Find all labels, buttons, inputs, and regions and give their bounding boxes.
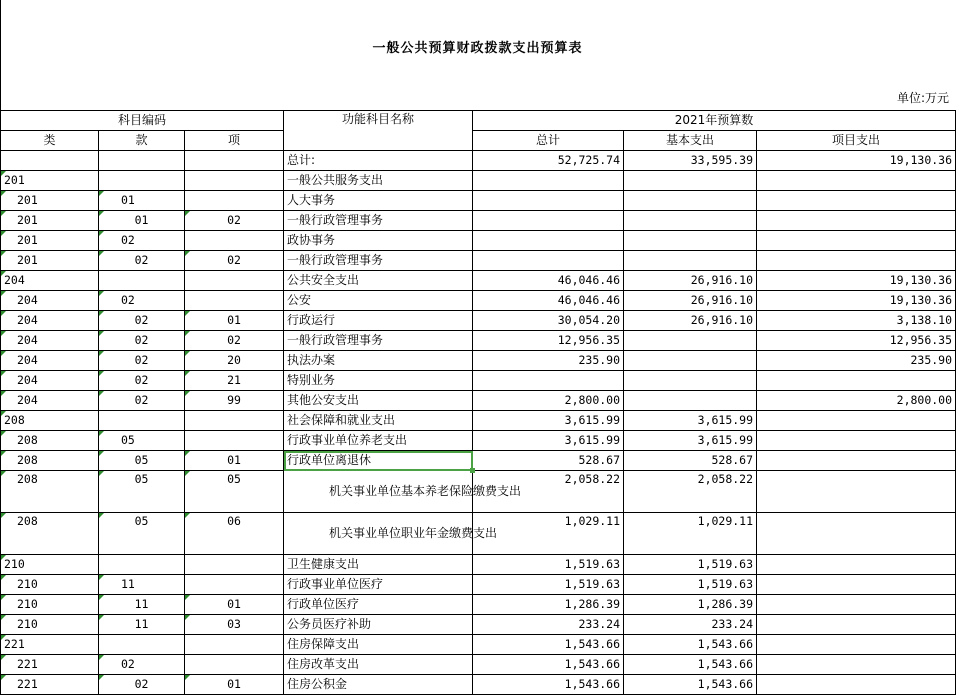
cell-lei[interactable]: 208 (1, 513, 99, 555)
header-xiang[interactable]: 项 (185, 131, 284, 151)
cell-project[interactable] (757, 675, 956, 695)
cell-xiang[interactable] (185, 431, 284, 451)
cell-lei[interactable]: 208 (1, 451, 99, 471)
cell-function-name[interactable]: 一般行政管理事务 (284, 331, 473, 351)
cell-project[interactable] (757, 575, 956, 595)
cell-kuan[interactable] (99, 151, 185, 171)
cell-function-name[interactable]: 卫生健康支出 (284, 555, 473, 575)
cell-xiang[interactable] (185, 191, 284, 211)
header-row-1 (1, 111, 956, 131)
cell-project[interactable] (757, 635, 956, 655)
table-row (1, 171, 956, 191)
cell-basic[interactable] (624, 251, 757, 271)
cell-function-name[interactable]: 行政运行 (284, 311, 473, 331)
cell-total[interactable]: 30,054.20 (473, 311, 624, 331)
cell-project[interactable]: 12,956.35 (757, 331, 956, 351)
cell-kuan[interactable]: 02 (99, 391, 185, 411)
total-label[interactable]: 总计: (284, 151, 473, 171)
cell-lei[interactable]: 201 (1, 251, 99, 271)
table-row (1, 371, 956, 391)
cell-basic[interactable]: 528.67 (624, 451, 757, 471)
cell-total[interactable]: 1,543.66 (473, 655, 624, 675)
cell-lei[interactable]: 208 (1, 471, 99, 513)
table-row (1, 251, 956, 271)
cell-xiang[interactable]: 01 (185, 311, 284, 331)
cell-xiang[interactable] (185, 171, 284, 191)
cell-kuan[interactable]: 01 (99, 191, 185, 211)
cell-project[interactable]: 19,130.36 (757, 291, 956, 311)
total-total[interactable]: 52,725.74 (473, 151, 624, 171)
cell-function-name[interactable]: 公共安全支出 (284, 271, 473, 291)
cell-kuan[interactable]: 02 (99, 231, 185, 251)
cell-total[interactable] (473, 231, 624, 251)
cell-total[interactable]: 1,519.63 (473, 575, 624, 595)
cell-function-name[interactable]: 公务员医疗补助 (284, 615, 473, 635)
cell-xiang[interactable]: 06 (185, 513, 284, 555)
cell-kuan[interactable] (99, 271, 185, 291)
total-basic[interactable]: 33,595.39 (624, 151, 757, 171)
cell-xiang[interactable]: 01 (185, 675, 284, 695)
cell-xiang[interactable]: 01 (185, 451, 284, 471)
cell-kuan[interactable]: 05 (99, 451, 185, 471)
cell-xiang[interactable] (185, 655, 284, 675)
cell-basic[interactable]: 1,519.63 (624, 555, 757, 575)
cell-function-name[interactable]: 社会保障和就业支出 (284, 411, 473, 431)
table-row (1, 451, 956, 471)
cell-basic[interactable]: 1,029.11 (624, 513, 757, 555)
cell-kuan[interactable]: 11 (99, 575, 185, 595)
cell-basic[interactable]: 1,519.63 (624, 575, 757, 595)
cell-kuan[interactable]: 02 (99, 655, 185, 675)
cell-project[interactable] (757, 555, 956, 575)
cell-basic[interactable] (624, 231, 757, 251)
cell-kuan[interactable]: 05 (99, 431, 185, 451)
cell-xiang[interactable]: 05 (185, 471, 284, 513)
cell-kuan[interactable]: 02 (99, 291, 185, 311)
table-row (1, 271, 956, 291)
cell-xiang[interactable] (185, 151, 284, 171)
table-row (1, 595, 956, 615)
cell-kuan[interactable]: 02 (99, 251, 185, 271)
cell-lei[interactable]: 204 (1, 371, 99, 391)
cell-total[interactable]: 1,286.39 (473, 595, 624, 615)
header-lei[interactable]: 类 (1, 131, 99, 151)
cell-project[interactable] (757, 171, 956, 191)
cell-total[interactable] (473, 371, 624, 391)
header-kuan[interactable]: 款 (99, 131, 185, 151)
cell-lei[interactable]: 210 (1, 575, 99, 595)
cell-lei[interactable]: 208 (1, 411, 99, 431)
cell-total[interactable]: 12,956.35 (473, 331, 624, 351)
cell-lei[interactable]: 201 (1, 191, 99, 211)
cell-project[interactable]: 3,138.10 (757, 311, 956, 331)
cell-function-name[interactable]: 机关事业单位职业年金缴费支出 (284, 513, 473, 555)
cell-basic[interactable]: 3,615.99 (624, 431, 757, 451)
table-row (1, 655, 956, 675)
table-row (1, 351, 956, 371)
cell-function-name[interactable]: 机关事业单位基本养老保险缴费支出 (284, 471, 473, 513)
cell-lei[interactable]: 221 (1, 635, 99, 655)
table-row (1, 555, 956, 575)
cell-project[interactable] (757, 471, 956, 513)
cell-basic[interactable] (624, 351, 757, 371)
table-row (1, 191, 956, 211)
cell-project[interactable] (757, 231, 956, 251)
header-code-group[interactable]: 科目编码 (1, 111, 284, 131)
total-project[interactable]: 19,130.36 (757, 151, 956, 171)
cell-kuan[interactable]: 11 (99, 595, 185, 615)
cell-function-name[interactable]: 人大事务 (284, 191, 473, 211)
cell-total[interactable] (473, 251, 624, 271)
cell-total[interactable] (473, 191, 624, 211)
cell-function-name[interactable]: 其他公安支出 (284, 391, 473, 411)
header-name[interactable]: 功能科目名称 (284, 111, 473, 151)
cell-xiang[interactable]: 03 (185, 615, 284, 635)
cell-xiang[interactable] (185, 555, 284, 575)
table-row (1, 391, 956, 411)
cell-total[interactable]: 1,519.63 (473, 555, 624, 575)
cell-lei[interactable]: 201 (1, 211, 99, 231)
cell-total[interactable]: 1,543.66 (473, 635, 624, 655)
cell-xiang[interactable]: 99 (185, 391, 284, 411)
cell-lei[interactable]: 204 (1, 391, 99, 411)
cell-project[interactable]: 235.90 (757, 351, 956, 371)
cell-lei[interactable] (1, 151, 99, 171)
cell-total[interactable]: 528.67 (473, 451, 624, 471)
cell-function-name[interactable]: 行政单位医疗 (284, 595, 473, 615)
table-row (1, 311, 956, 331)
cell-total[interactable]: 2,800.00 (473, 391, 624, 411)
cell-kuan[interactable]: 02 (99, 331, 185, 351)
cell-kuan[interactable]: 02 (99, 371, 185, 391)
cell-project[interactable] (757, 251, 956, 271)
cell-project[interactable] (757, 211, 956, 231)
cell-function-name[interactable]: 行政事业单位养老支出 (284, 431, 473, 451)
cell-xiang[interactable] (185, 635, 284, 655)
table-row (1, 575, 956, 595)
cell-basic[interactable] (624, 211, 757, 231)
header-row-2 (1, 131, 956, 151)
cell-lei[interactable]: 221 (1, 655, 99, 675)
cell-function-name[interactable]: 执法办案 (284, 351, 473, 371)
cell-project[interactable] (757, 191, 956, 211)
cell-kuan[interactable]: 11 (99, 615, 185, 635)
unit-label: 单位:万元 (896, 91, 949, 105)
table-row (1, 675, 956, 695)
cell-xiang[interactable] (185, 291, 284, 311)
cell-basic[interactable]: 26,916.10 (624, 291, 757, 311)
cell-kuan[interactable]: 02 (99, 675, 185, 695)
cell-lei[interactable]: 210 (1, 555, 99, 575)
cell-total[interactable]: 2,058.22 (473, 471, 624, 513)
cell-xiang[interactable]: 20 (185, 351, 284, 371)
cell-basic[interactable] (624, 371, 757, 391)
cell-total[interactable]: 235.90 (473, 351, 624, 371)
header-basic[interactable]: 基本支出 (624, 131, 757, 151)
cell-function-name[interactable]: 住房保障支出 (284, 635, 473, 655)
cell-kuan[interactable] (99, 411, 185, 431)
cell-total[interactable]: 46,046.46 (473, 291, 624, 311)
cell-xiang[interactable]: 01 (185, 595, 284, 615)
cell-project[interactable] (757, 615, 956, 635)
cell-xiang[interactable]: 02 (185, 251, 284, 271)
header-total[interactable]: 总计 (473, 131, 624, 151)
cell-basic[interactable] (624, 191, 757, 211)
table-row (1, 431, 956, 451)
cell-lei[interactable]: 210 (1, 615, 99, 635)
cell-basic[interactable]: 1,543.66 (624, 675, 757, 695)
cell-total[interactable]: 46,046.46 (473, 271, 624, 291)
cell-basic[interactable]: 26,916.10 (624, 311, 757, 331)
cell-function-name[interactable]: 公安 (284, 291, 473, 311)
cell-basic[interactable] (624, 331, 757, 351)
cell-kuan[interactable]: 01 (99, 211, 185, 231)
cell-basic[interactable]: 233.24 (624, 615, 757, 635)
cell-kuan[interactable] (99, 171, 185, 191)
budget-table (0, 110, 956, 695)
cell-function-name[interactable]: 特别业务 (284, 371, 473, 391)
cell-kuan[interactable]: 02 (99, 311, 185, 331)
cell-kuan[interactable]: 05 (99, 513, 185, 555)
table-row (1, 471, 956, 513)
table-row (1, 291, 956, 311)
cell-basic[interactable]: 2,058.22 (624, 471, 757, 513)
cell-function-name[interactable]: 行政事业单位医疗 (284, 575, 473, 595)
cell-project[interactable] (757, 451, 956, 471)
cell-lei[interactable]: 221 (1, 675, 99, 695)
cell-project[interactable] (757, 411, 956, 431)
cell-xiang[interactable] (185, 271, 284, 291)
cell-function-name[interactable]: 住房公积金 (284, 675, 473, 695)
cell-lei[interactable]: 204 (1, 271, 99, 291)
cell-lei[interactable]: 204 (1, 351, 99, 371)
table-row (1, 513, 956, 555)
cell-basic[interactable]: 1,543.66 (624, 655, 757, 675)
cell-project[interactable]: 19,130.36 (757, 271, 956, 291)
cell-xiang[interactable]: 02 (185, 211, 284, 231)
cell-total[interactable] (473, 171, 624, 191)
cell-kuan[interactable] (99, 635, 185, 655)
cell-kuan[interactable]: 02 (99, 351, 185, 371)
cell-project[interactable] (757, 431, 956, 451)
cell-total[interactable]: 233.24 (473, 615, 624, 635)
cell-total[interactable]: 3,615.99 (473, 431, 624, 451)
cell-function-name[interactable]: 政协事务 (284, 231, 473, 251)
cell-xiang[interactable]: 02 (185, 331, 284, 351)
table-row (1, 331, 956, 351)
cell-function-name[interactable]: 行政单位离退休 (284, 451, 473, 471)
cell-lei[interactable]: 204 (1, 311, 99, 331)
cell-total[interactable]: 3,615.99 (473, 411, 624, 431)
cell-lei[interactable]: 201 (1, 231, 99, 251)
cell-function-name[interactable]: 一般公共服务支出 (284, 171, 473, 191)
cell-function-name[interactable]: 住房改革支出 (284, 655, 473, 675)
total-row (1, 151, 956, 171)
cell-lei[interactable]: 204 (1, 331, 99, 351)
table-row (1, 211, 956, 231)
cell-project[interactable] (757, 595, 956, 615)
cell-project[interactable] (757, 655, 956, 675)
cell-basic[interactable] (624, 391, 757, 411)
cell-project[interactable] (757, 513, 956, 555)
cell-lei[interactable]: 208 (1, 431, 99, 451)
cell-function-name[interactable]: 一般行政管理事务 (284, 251, 473, 271)
table-row (1, 635, 956, 655)
cell-basic[interactable]: 1,543.66 (624, 635, 757, 655)
header-budget-group[interactable]: 2021年预算数 (473, 111, 956, 131)
cell-xiang[interactable] (185, 575, 284, 595)
table-row (1, 411, 956, 431)
cell-xiang[interactable] (185, 411, 284, 431)
cell-lei[interactable]: 204 (1, 291, 99, 311)
table-row (1, 231, 956, 251)
cell-total[interactable] (473, 211, 624, 231)
cell-lei[interactable]: 201 (1, 171, 99, 191)
cell-function-name[interactable]: 一般行政管理事务 (284, 211, 473, 231)
cell-basic[interactable] (624, 171, 757, 191)
cell-kuan[interactable]: 05 (99, 471, 185, 513)
header-project[interactable]: 项目支出 (757, 131, 956, 151)
table-row (1, 615, 956, 635)
cell-total[interactable]: 1,543.66 (473, 675, 624, 695)
cell-project[interactable] (757, 371, 956, 391)
cell-kuan[interactable] (99, 555, 185, 575)
cell-project[interactable]: 2,800.00 (757, 391, 956, 411)
cell-basic[interactable]: 26,916.10 (624, 271, 757, 291)
cell-basic[interactable]: 3,615.99 (624, 411, 757, 431)
cell-xiang[interactable]: 21 (185, 371, 284, 391)
page-title: 一般公共预算财政拨款支出预算表 (372, 41, 583, 56)
cell-basic[interactable]: 1,286.39 (624, 595, 757, 615)
cell-lei[interactable]: 210 (1, 595, 99, 615)
cell-xiang[interactable] (185, 231, 284, 251)
cell-total[interactable]: 1,029.11 (473, 513, 624, 555)
